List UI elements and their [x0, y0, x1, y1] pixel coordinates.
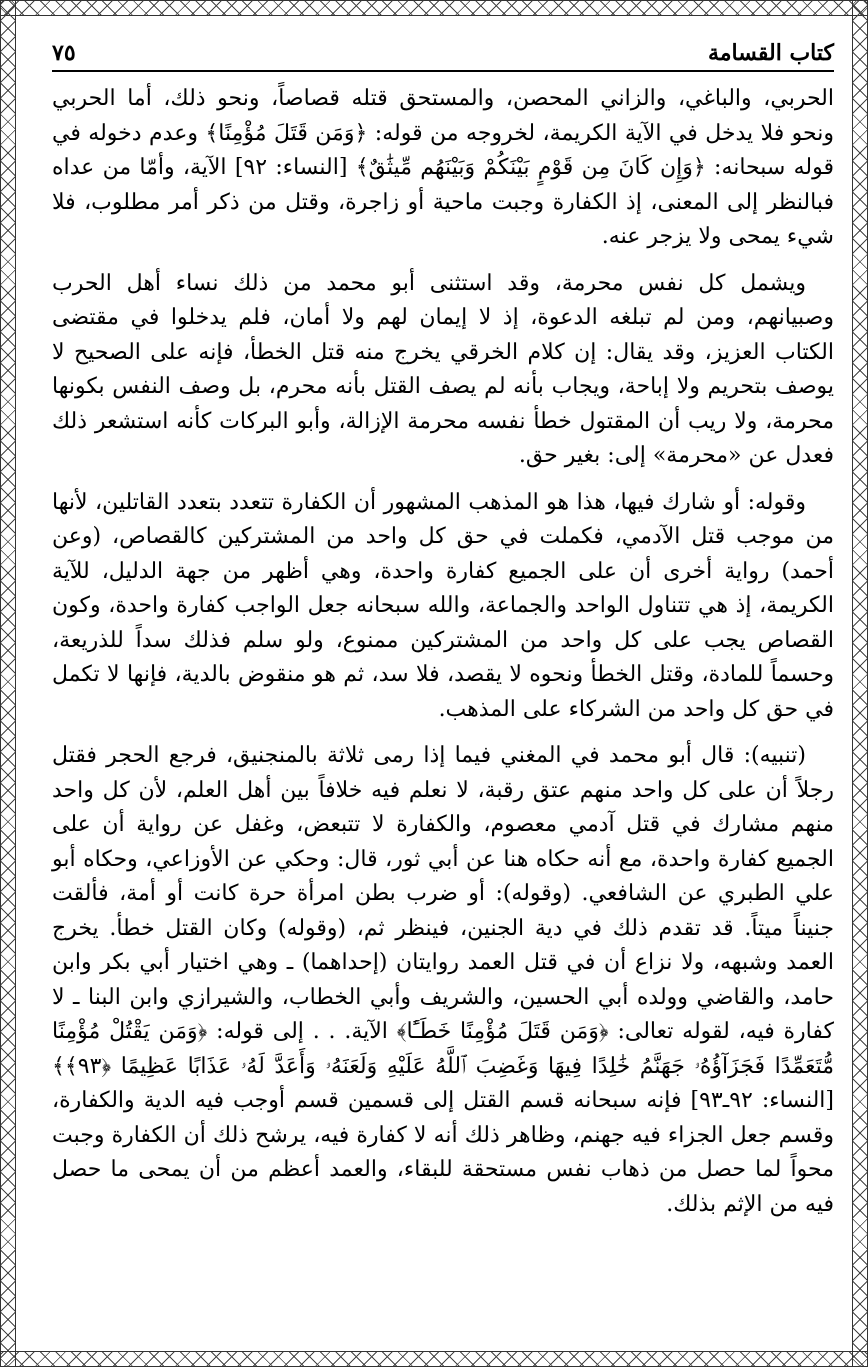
page-header [52, 30, 834, 72]
decorative-border-bottom [0, 1351, 868, 1367]
decorative-border-left [0, 0, 16, 1367]
page-number: ٧٥ [52, 40, 76, 66]
paragraph-3: وقوله: أو شارك فيها، هذا هو المذهب المشهور أن الكفارة تتعدد بتعدد القاتلين، لأنها من موجب قتل الآدمي، فكملت في حق كل واحد من المشتركين كالقصاص، (وعن أحمد) رواية أخرى أن على الجميع كفارة واحدة، وهي أظهر من جهة الدليل، للآية الكريمة، إذ هي تتناول الواحد والجماعة، والله سبحانه جعل الواجب كفارة واحدة، وكون القصاص يجب على كل واحد من المشتركين ممنوع، ولو سلم فذلك سداً للذريعة، وحسماً للمادة، وقتل الخطأ ونحوه لا يقصد، فلا سد، ثم هو منقوض بالدية، فإنها لا تكمل في حق كل واحد من الشركاء على المذهب. [52, 489, 834, 722]
paragraph-1: الحربي، والباغي، والزاني المحصن، والمستحق قتله قصاصاً، ونحو ذلك، أما الحربي ونحو فلا يدخل في الآية الكريمة، لخروجه من قوله: ﴿وَمَن قَتَلَ مُؤْمِنًا﴾ وعدم دخوله في قوله سبحانه: ﴿وَإِن كَانَ مِن قَوْمٍ بَيْنَكُمْ وَبَيْنَهُم مِّيثَٰقٌ﴾ [النساء: ٩٢] الآية، وأمّا من عداه فبالنظر إلى المعنى، إذ الكفارة وجبت ماحية أو زاجرة، وقتل من ذكر أمر مطلوب، فلا شيء يمحى ولا يزجر عنه. [52, 86, 834, 249]
chapter-title: كتاب القسامة [707, 40, 834, 66]
paragraph-2: ويشمل كل نفس محرمة، وقد استثنى أبو محمد من ذلك نساء أهل الحرب وصبيانهم، ومن لم تبلغه الدعوة، إذ لا إيمان لهم ولا أمان، فلم يدخلوا في مقتضى الكتاب العزيز، وقد يقال: إن كلام الخرقي يخرج منه قتل الخطأ، فإنه على الصحيح لا يوصف بتحريم ولا إباحة، ويجاب بأنه لم يصف القتل بأنه محرم، بل وصف النفس بكونها محرمة، ولا ريب أن المقتول خطأ نفسه محرمة الإزالة، وأبو البركات كأنه استشعر ذلك فعدل عن «محرمة» إلى: بغير حق. [52, 270, 834, 468]
paragraph-4: (تنبيه): قال أبو محمد في المغني فيما إذا رمى ثلاثة بالمنجنيق، فرجع الحجر فقتل رجلاً أن على كل واحد منهم عتق رقبة، لا نعلم فيه خلافاً بين أهل العلم، لأن كل واحد منهم مشارك في قتل آدمي معصوم، والكفارة لا تتبعض، وغفل عن رواية أن على الجميع كفارة واحدة، مع أنه حكاه هنا عن أبي ثور، قال: وحكي عن الأوزاعي، وحكاه أبو علي الطبري عن الشافعي. (وقوله): أو ضرب بطن امرأة حرة كانت أو أمة، فألقت جنيناً ميتاً. قد تقدم ذلك في دية الجنين، فينظر ثم، (وقوله) وكان القتل خطأ. يخرج العمد وشبهه، ولا نزاع أن في قتل العمد روايتان (إحداهما) ـ وهي اختيار أبي بكر وابن حامد، والقاضي وولده أبي الحسين، والشريف وأبي الخطاب، والشيرازي وابن البنا ـ لا كفارة فيه، لقوله تعالى: ﴿وَمَن قَتَلَ مُؤْمِنًا خَطَـًٔا﴾ الآية. . . إلى قوله: ﴿وَمَن يَقْتُلْ مُؤْمِنًا مُّتَعَمِّدًا فَجَزَآؤُهُۥ جَهَنَّمُ خَٰلِدًا فِيهَا وَغَضِبَ ٱللَّهُ عَلَيْهِ وَلَعَنَهُۥ وَأَعَدَّ لَهُۥ عَذَابًا عَظِيمًا ﴿٩٣﴾﴾ [النساء: ٩٢ـ٩٣] فإنه سبحانه قسم القتل إلى قسمين قسم أوجب فيه الدية والكفارة، وقسم جعل الجزاء فيه جهنم، وظاهر ذلك أنه لا كفارة فيه، يرشح ذلك أن الكفارة وجبت محواً لما حصل من ذهاب نفس مستحقة للبقاء، والعمد أعظم من أن يمحى ما حصل فيه من الإثم بذلك. [52, 743, 835, 1217]
decorative-border-right [852, 0, 868, 1367]
document-page [52, 30, 834, 1340]
decorative-border-top [0, 0, 868, 16]
